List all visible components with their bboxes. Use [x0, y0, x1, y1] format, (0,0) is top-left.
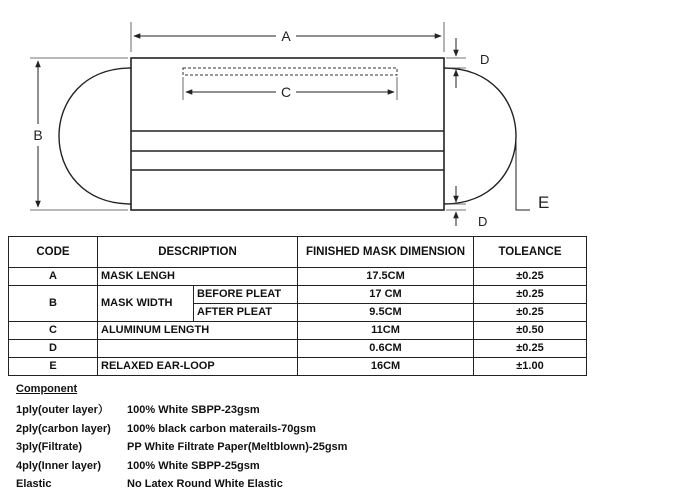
- table-row: [9, 358, 587, 376]
- row-tolerance: ±0.50: [474, 322, 587, 340]
- component-layer: 2ply(carbon layer): [16, 422, 111, 435]
- row-description: [98, 340, 298, 358]
- component-material: 100% black carbon materails-70gsm: [127, 422, 316, 435]
- aluminum-strip: [183, 68, 397, 75]
- row-dimension: 17.5CM: [298, 268, 474, 286]
- mask-dimension-drawing: [0, 0, 700, 232]
- row-tolerance: ±0.25: [474, 304, 587, 322]
- list-item: [16, 401, 576, 420]
- right-ear-loop: [444, 68, 516, 204]
- row-description: RELAXED EAR-LOOP: [98, 358, 298, 376]
- component-material: No Latex Round White Elastic: [127, 478, 283, 490]
- row-subdescription: AFTER PLEAT: [194, 304, 298, 322]
- component-layer: 3ply(Filtrate): [16, 441, 83, 453]
- component-list: [16, 382, 576, 494]
- dimension-d-top-label: D: [480, 52, 490, 67]
- table-row: [9, 340, 587, 358]
- dimension-d-bottom-label: D: [478, 214, 488, 229]
- row-dimension: 17 CM: [298, 286, 474, 304]
- list-item: [16, 457, 576, 476]
- component-layer: Elastic: [16, 478, 52, 490]
- row-code: E: [9, 358, 98, 376]
- header-description: DESCRIPTION: [98, 237, 298, 268]
- header-dimension: FINISHED MASK DIMENSION: [298, 237, 474, 268]
- list-item: [16, 438, 576, 457]
- list-item: [16, 420, 576, 439]
- row-subdescription: BEFORE PLEAT: [194, 286, 298, 304]
- dimension-a-label: A: [281, 28, 291, 44]
- dimension-c-label: C: [280, 84, 292, 100]
- table-row: [9, 322, 587, 340]
- row-dimension: 9.5CM: [298, 304, 474, 322]
- dimension-e-leader: [516, 134, 530, 210]
- row-tolerance: ±0.25: [474, 340, 587, 358]
- row-code: D: [9, 340, 98, 358]
- table-row: [9, 286, 587, 304]
- row-dimension: 0.6CM: [298, 340, 474, 358]
- component-layer: 4ply(Inner layer): [16, 459, 101, 472]
- component-title: Component: [16, 383, 78, 395]
- row-tolerance: ±1.00: [474, 358, 587, 376]
- table-header-row: [9, 237, 587, 268]
- row-dimension: 16CM: [298, 358, 474, 376]
- component-layer: 1ply(outer layer）: [16, 404, 109, 416]
- row-tolerance: ±0.25: [474, 268, 587, 286]
- row-description: MASK WIDTH: [98, 286, 194, 322]
- table-row: [9, 268, 587, 286]
- header-code: CODE: [9, 237, 98, 268]
- row-tolerance: ±0.25: [474, 286, 587, 304]
- list-item: [16, 475, 576, 494]
- dimension-e-label: E: [538, 193, 550, 212]
- header-tolerance: TOLEANCE: [474, 237, 587, 268]
- left-ear-loop: [59, 68, 131, 204]
- row-description: MASK LENGH: [98, 268, 298, 286]
- component-material: 100% White SBPP-23gsm: [127, 404, 260, 416]
- row-code: C: [9, 322, 98, 340]
- row-dimension: 11CM: [298, 322, 474, 340]
- row-description: ALUMINUM LENGTH: [98, 322, 298, 340]
- component-material: PP White Filtrate Paper(Meltblown)-25gsm: [127, 441, 348, 453]
- component-material: 100% White SBPP-25gsm: [127, 459, 260, 472]
- row-code: B: [9, 286, 98, 322]
- specification-table: [8, 236, 587, 376]
- row-code: A: [9, 268, 98, 286]
- dimension-b-label: B: [33, 127, 43, 143]
